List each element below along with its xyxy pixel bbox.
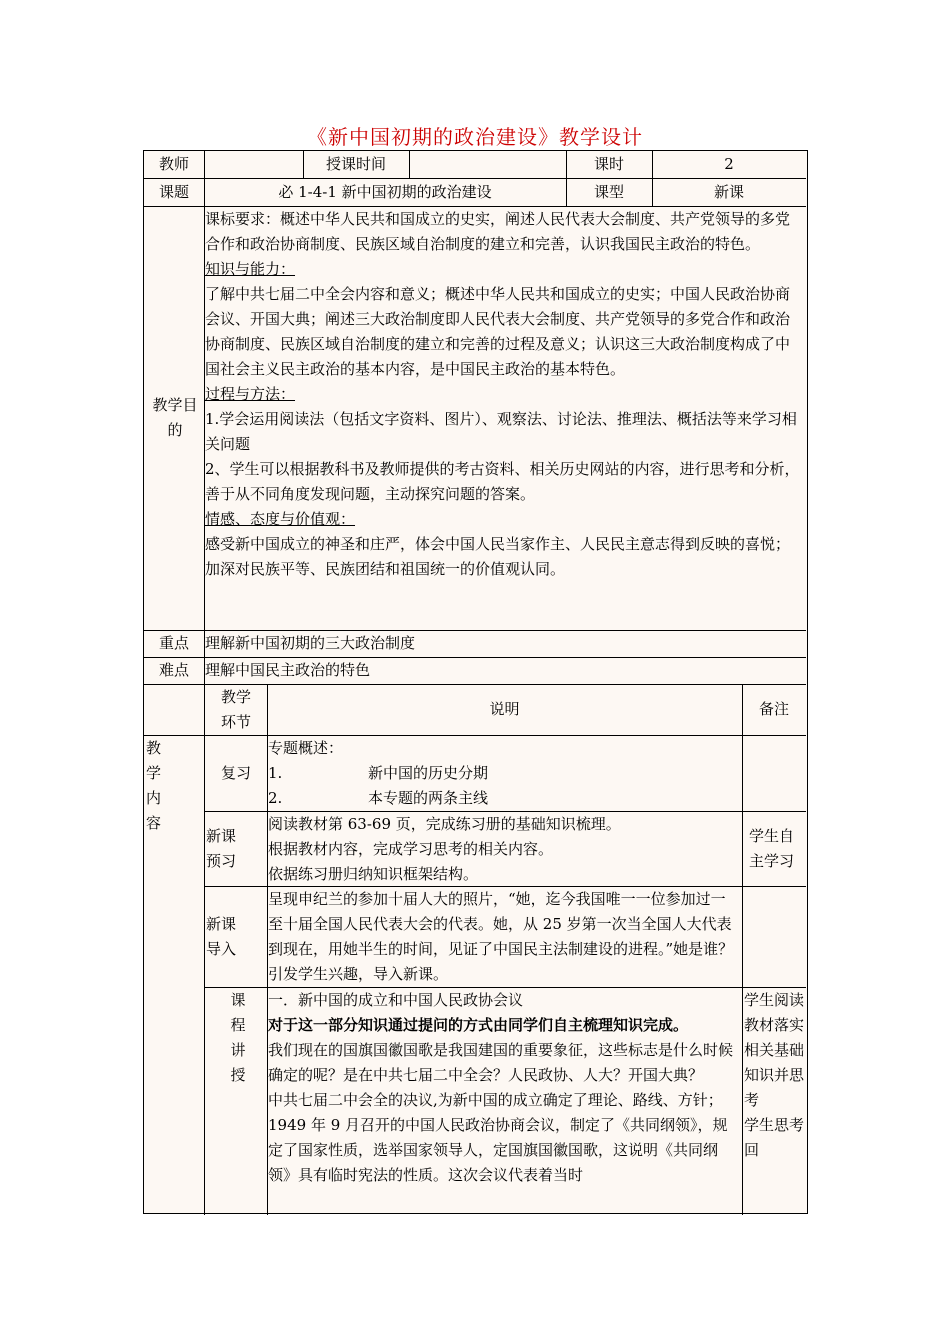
preview-line-2: 根据教材内容，完成学习思考的相关内容。 — [268, 840, 554, 858]
preview-note: 学生自主学习 — [749, 827, 795, 870]
description-column-header: 说明 — [489, 700, 520, 718]
stage-column-header: 教学环节 — [220, 687, 251, 731]
teaching-content-label: 教学内容 — [146, 739, 162, 832]
lecture-note — [744, 988, 804, 1213]
topic-value: 必 1-4-1 新中国初期的政治建设 — [278, 182, 492, 201]
process-item-1: 1.学会运用阅读法（包括文字资料、图片）、观察法、讨论法、推理法、概括法等来学习相关问题 — [205, 410, 797, 453]
objectives-content — [205, 207, 803, 629]
process-item-2: 2、学生可以根据教科书及教师提供的考古资料、相关历史网站的内容，进行思考和分析，善于从不同角度发现问题，主动探究问题的答案。 — [205, 460, 800, 503]
difficulty-text: 理解中国民主政治的特色 — [205, 661, 371, 679]
review-intro: 专题概述： — [268, 739, 344, 757]
teacher-label: 教师 — [158, 155, 189, 173]
preview-line-3: 依据练习册归纳知识框架结构。 — [268, 865, 479, 883]
teacher-value — [204, 151, 303, 178]
preview-line-1: 阅读教材第 63-69 页，完成练习册的基础知识梳理。 — [268, 815, 621, 833]
process-heading: 过程与方法： — [205, 385, 296, 403]
review-item-2 — [268, 786, 740, 811]
review-item-1-text: 新中国的历史分期 — [368, 764, 489, 782]
preview-stage: 新课预习 — [206, 827, 237, 870]
document-title: 《新中国初期的政治建设》教学设计 — [307, 125, 643, 149]
review-stage: 复习 — [221, 764, 252, 782]
review-item-2-text: 本专题的两条主线 — [368, 789, 489, 807]
emotion-heading: 情感、态度与价值观： — [205, 510, 356, 528]
preview-content — [268, 812, 740, 886]
intro-stage: 新课导入 — [206, 915, 237, 958]
hours-label: 课时 — [593, 155, 624, 173]
lecture-note-2: 学生思考回 — [744, 1116, 804, 1159]
knowledge-heading: 知识与能力： — [205, 260, 296, 278]
review-item-1 — [268, 761, 740, 786]
lesson-plan-table — [143, 150, 808, 1214]
lecture-para-1: 我们现在的国旗国徽国歌是我国建国的重要象征，这些标志是什么时候确定的呢？是在中共七届二中全会？人民政协、人大？开国大典？ — [268, 1041, 734, 1084]
objectives-label: 教学目的 — [152, 396, 198, 439]
knowledge-text: 了解中共七届二中全会内容和意义；概述中华人民共和国成立的史实；中国人民政治协商会议、开国大典；阐述三大政治制度即人民代表大会制度、共产党领导的多党合作和政治协商制度、民族区域自治制度的建立和完善的过程及意义；认识这三大政治制度构成了中国社会主义民主政治的基本内容，是中国民主政治的基本特色。 — [205, 285, 791, 378]
time-value — [409, 151, 566, 178]
type-label: 课型 — [593, 182, 624, 201]
emotion-text: 感受新中国成立的神圣和庄严，体会中国人民当家作主、人民民主意志得到反映的喜悦；加深对民族平等、民族团结和祖国统一的价值观认同。 — [205, 535, 791, 578]
intro-text: 呈现申纪兰的参加十届人大的照片，“她，迄今我国唯一一位参加过一至十届全国人民代表大会的代表。她，从 25 岁第一次当全国人大代表到现在，用她半生的时间，见证了中国民主法制建设的进程。”她是谁？引发学生兴趣，导入新课。 — [268, 890, 734, 983]
lecture-heading: 一．新中国的成立和中国人民政协会议 — [268, 991, 524, 1009]
lecture-note-1: 学生阅读教材落实相关基础知识并思考 — [744, 991, 804, 1109]
type-value: 新课 — [713, 182, 744, 201]
lecture-stage: 课程讲授 — [230, 991, 246, 1084]
lecture-bold-line: 对于这一部分知识通过提问的方式由同学们自主梳理知识完成。 — [268, 1016, 689, 1034]
key-point-text: 理解新中国初期的三大政治制度 — [205, 634, 416, 652]
time-label: 授课时间 — [325, 155, 386, 173]
key-point-label: 重点 — [158, 634, 189, 652]
topic-label: 课题 — [158, 182, 189, 201]
review-item-1-number: 1. — [268, 764, 283, 782]
review-content — [268, 736, 740, 811]
difficulty-label: 难点 — [158, 661, 189, 679]
hours-value: 2 — [724, 155, 734, 173]
review-item-2-number: 2. — [268, 789, 283, 807]
lecture-content — [268, 988, 740, 1213]
standard-text: 课标要求：概述中华人民共和国成立的史实，阐述人民代表大会制度、共产党领导的多党合作和政治协商制度、民族区域自治制度的建立和完善，认识我国民主政治的特色。 — [205, 210, 791, 253]
col-divider — [742, 684, 743, 1215]
lecture-para-2: 中共七届二中会全的决议,为新中国的成立确定了理论、路线、方针；1949 年 9 月召开的中国人民政治协商会议，制定了《共同纲领》，规定了国家性质，选举国家领导人，定国旗国徽国歌，这说明《共同纲领》具有临时宪法的性质。这次会议代表着当时 — [268, 1091, 728, 1184]
note-column-header: 备注 — [758, 700, 789, 718]
